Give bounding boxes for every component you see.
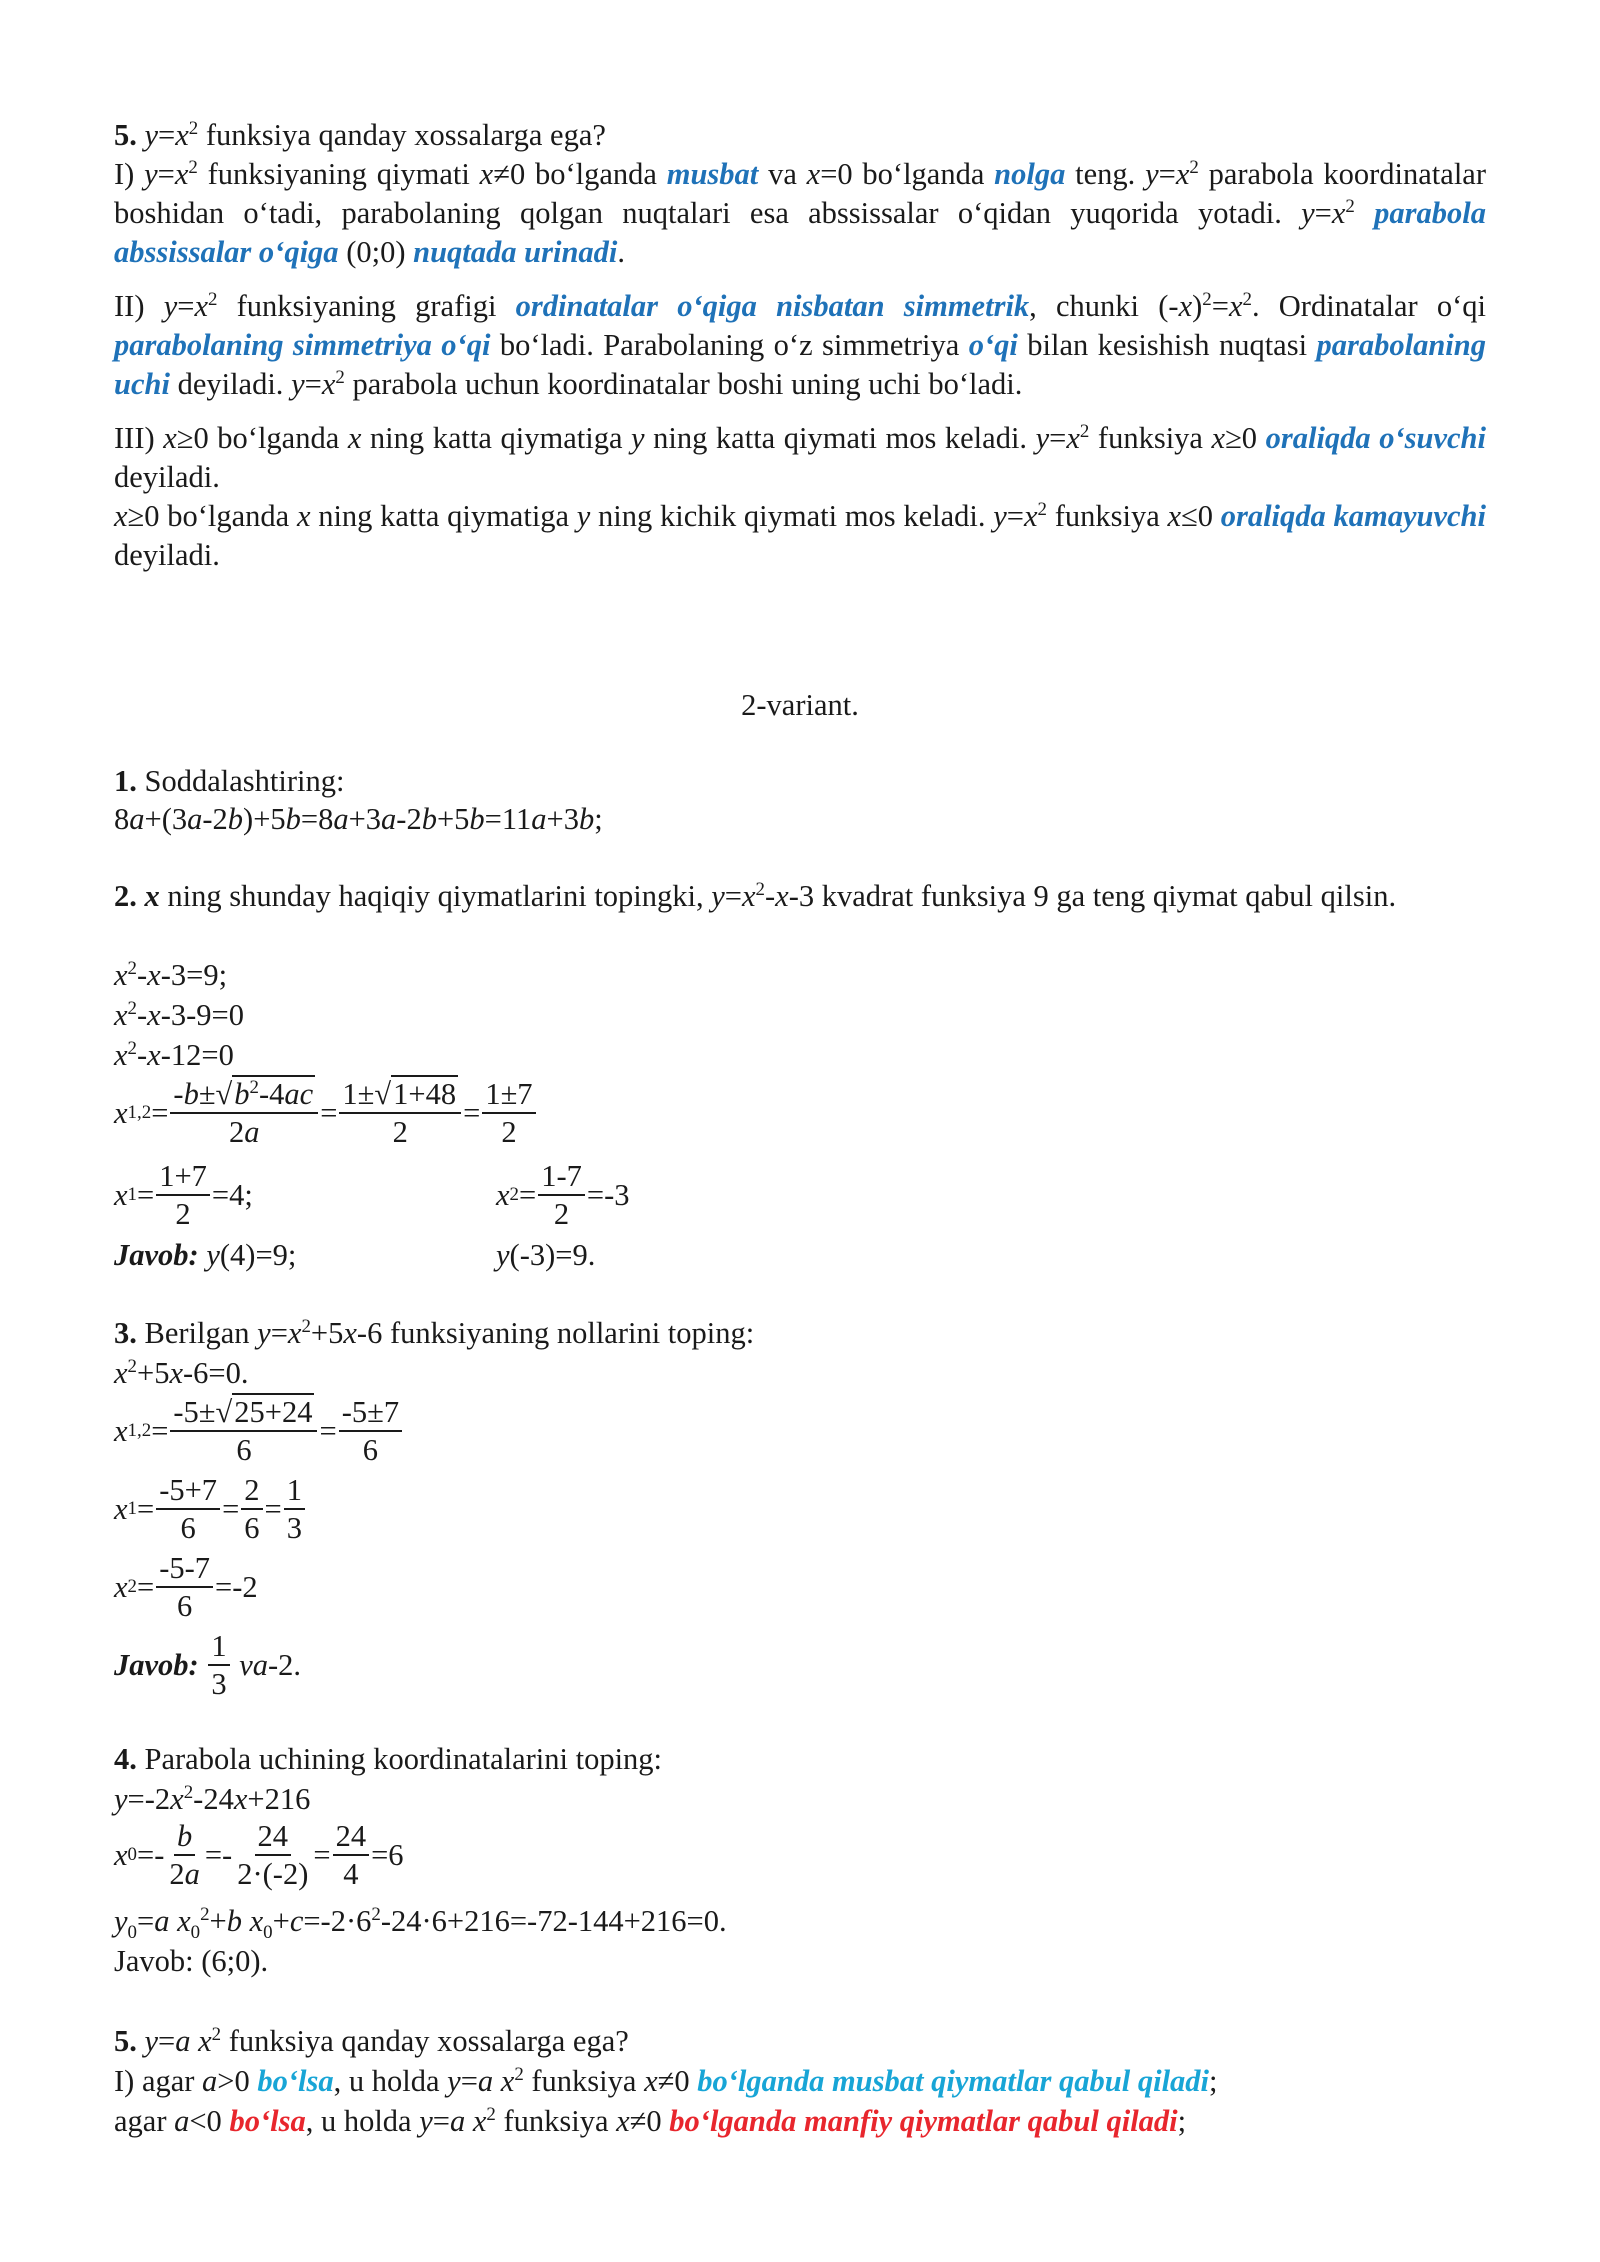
q4-title: 4. Parabola uchining koordinatalarini toping: (114, 1742, 663, 1776)
q2-quadratic-formula: x 1,2 = $\frac{-b\pm√b^2-4ac}{2a}$ = $\frac{1\pm√1+48}{2}$ = $\frac{1\pm 7}{2}$ (114, 1076, 538, 1150)
q2-step-2: $x^2-x-3-9=0$ (114, 997, 244, 1032)
variant-heading: 2-variant. (741, 688, 859, 722)
q4-answer: Javob: (6;0). (114, 1944, 269, 1978)
q2-step-1: $x^2-x-3=9$; (114, 957, 228, 992)
q4-function: $y=-2x^2-24x+216$ (114, 1781, 311, 1816)
q2-answer: Javob: y(4)=9; (114, 1238, 297, 1272)
q2-step-3: $x^2-x-12=0$ (114, 1037, 234, 1072)
q2-root-1: x 1 = $\frac{1+7}{2}$ =4; (114, 1159, 253, 1231)
q1-title: 1. Soddalashtiring: (114, 764, 345, 798)
q4-x0: x 0 =- $\frac{b}{2a}$ =- $\frac{24}{2\cdot(-2)}$ = $\frac{24}{4}$ =6 (114, 1819, 404, 1891)
top-paragraph-3: III) x≥0 bo‘lganda x ning katta qiymatiga y ning katta qiymati mos keladi. $y=x^2$ funksiya x≥0 oraliqda o‘suvchi deyiladi. (114, 420, 1486, 494)
q4-y0: $y_0=a$ $x_0^2+b$ $x_0+c=-2\cdot 6^2-24\cdot 6+216=-72-144+216=0$. (114, 1903, 727, 1944)
q2-root-2: x 2 = $\frac{1-7}{2}$ =-3 (496, 1159, 630, 1231)
top-paragraph-1: I) $y=x^2$ funksiyaning qiymati x≠0 bo‘lganda musbat va x=0 bo‘lganda nolga teng. $y=x^2$ parabola koordinatalar boshidan o‘tadi, parabolaning qolgan nuqtalari esa abssissalar o‘qidan yuqorida yotadi. $y=x^2$ parabola abssissalar o‘qiga (0;0) nuqtada urinadi. (114, 156, 1486, 269)
q5-line-2: agar a<0 bo‘lsa, u holda y=a $x^2$ funksiya x≠0 bo‘lganda manfiy qiymatlar qabul qiladi; (114, 2103, 1187, 2138)
q3-answer: Javob: $\frac{1}{3}$ va -2. (114, 1629, 302, 1701)
q3-title: 3. Berilgan $y=x^2+5x-6$ funksiyaning nollarini toping: (114, 1315, 755, 1350)
q3-root-1: x 1 = $\frac{-5+7}{6}$ = $\frac{2}{6}$ = $\frac{1}{3}$ (114, 1472, 307, 1546)
q1-expression: 8a+(3a-2b)+5b=8a+3a-2b+5b=11a+3b; (114, 802, 603, 836)
q5-line-1: I) agar a>0 bo‘lsa, u holda y=a $x^2$ funksiya x≠0 bo‘lganda musbat qiymatlar qabul qiladi; (114, 2063, 1218, 2098)
q2-title: 2. x ning shunday haqiqiy qiymatlarini topingki, $y=x^2-x-3$ kvadrat funksiya 9 ga teng qiymat qabul qilsin. (114, 878, 1397, 913)
q3-equation: $x^2+5x-6=0$. (114, 1355, 249, 1390)
q3-root-2: x 2 = $\frac{-5-7}{6}$ =-2 (114, 1551, 258, 1623)
top-paragraph-2: II) $y=x^2$ funksiyaning grafigi ordinatalar o‘qiga nisbatan simmetrik, chunki $(-x)^2=x^2$. Ordinatalar o‘qi parabolaning simmetriya o‘qi bo‘ladi. Parabolaning o‘z simmetriya o‘qi bilan kesishish nuqtasi parabolaning uchi deyiladi. $y=x^2$ parabola uchun koordinatalar boshi uning uchi bo‘ladi. (114, 288, 1486, 401)
q5-title: 5. y=a $x^2$ funksiya qanday xossalarga ega? (114, 2023, 629, 2058)
q2-answer-2: y(-3)=9. (496, 1238, 596, 1272)
top-q5-title: 5. $y=x^2$ funksiya qanday xossalarga ega? (114, 117, 606, 152)
top-paragraph-4: x≥0 bo‘lganda x ning katta qiymatiga y ning kichik qiymati mos keladi. $y=x^2$ funksiya x≤0 oraliqda kamayuvchi deyiladi. (114, 498, 1486, 572)
q3-quadratic-formula: x 1,2 = $\frac{-5\pm√25+24}{6}$ = $\frac{-5\pm 7}{6}$ (114, 1394, 404, 1468)
